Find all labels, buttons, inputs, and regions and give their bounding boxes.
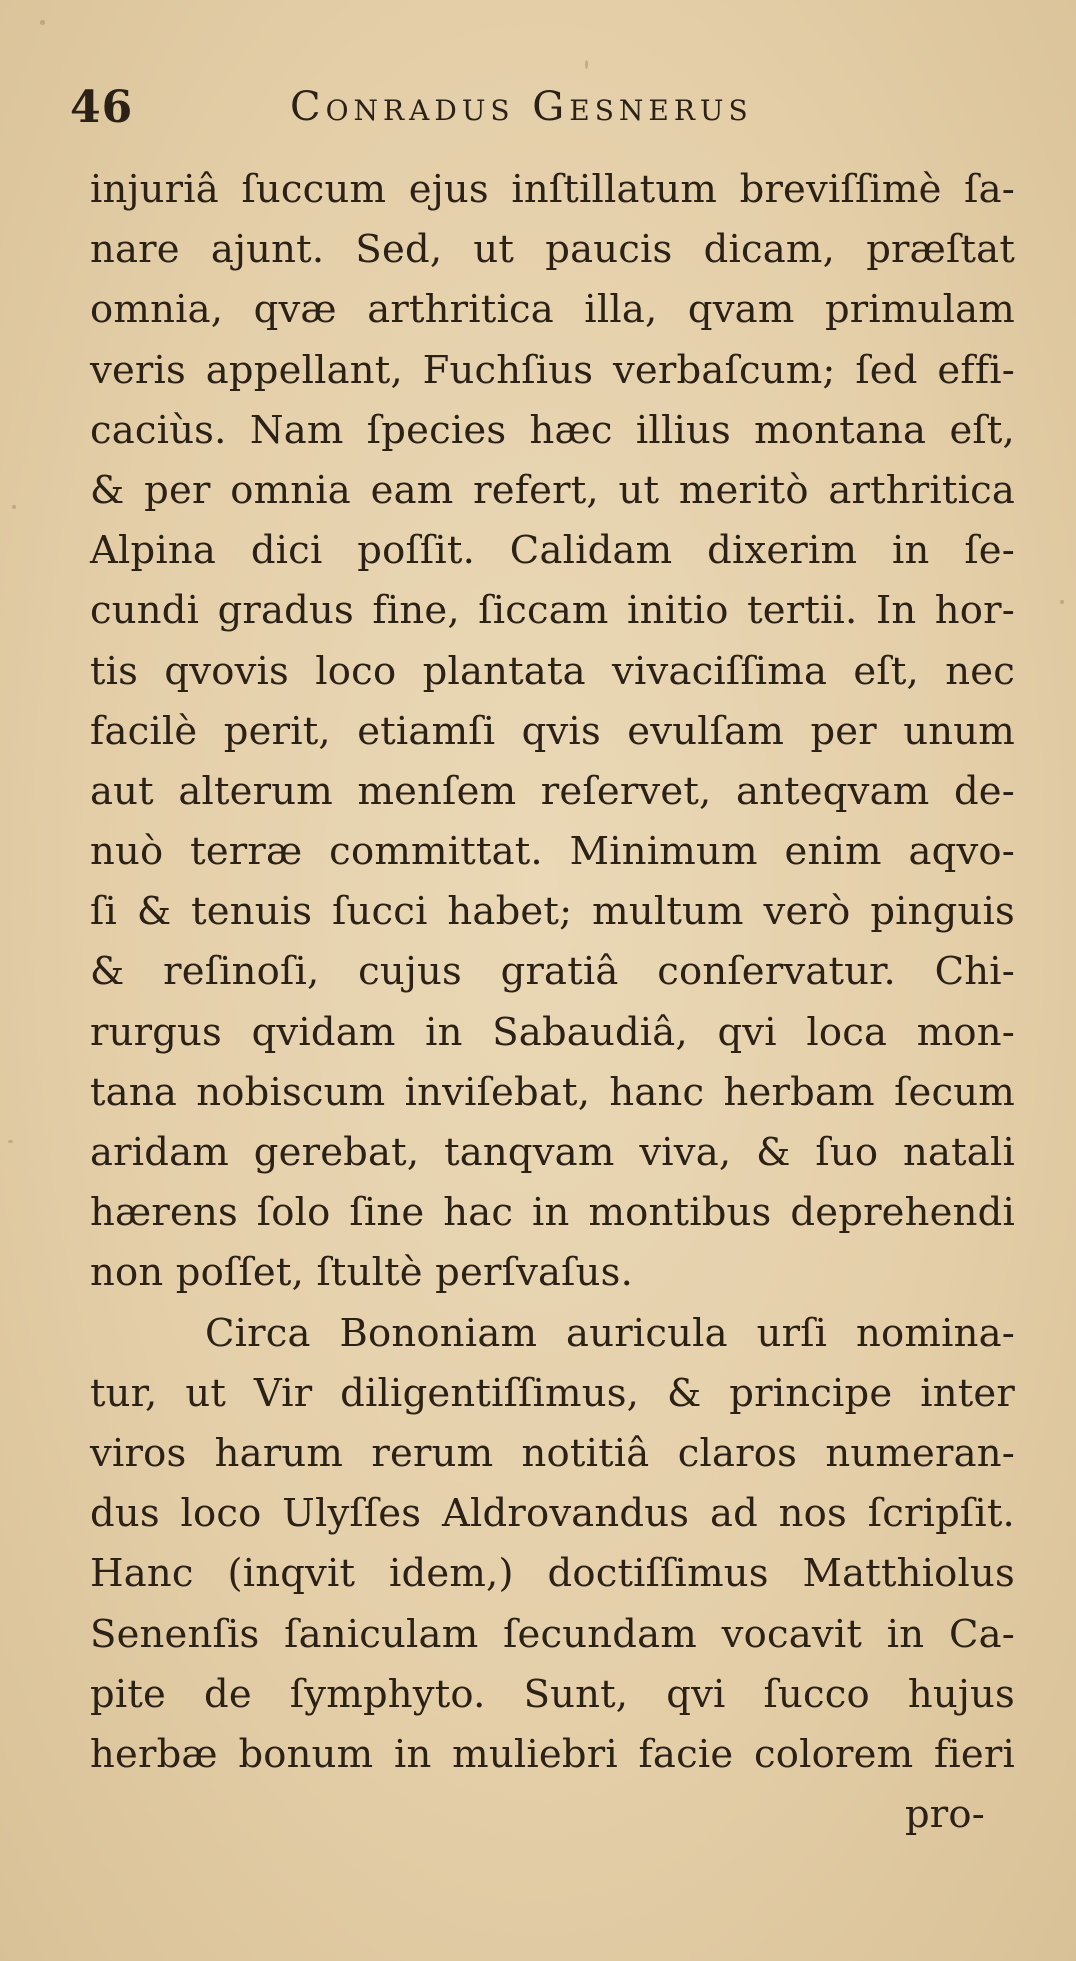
text-line: injuriâ ſuccum ejus inſtillatum breviſſimè ſa-: [90, 167, 1015, 212]
text-line: nuò terræ committat. Minimum enim aqvo-: [90, 829, 1015, 875]
page-header: [70, 82, 850, 142]
paper-speck: [1060, 600, 1064, 604]
text-line: pite de ſymphyto. Sunt, qvi ſucco hujus: [90, 1671, 1015, 1717]
text-line: & per omnia eam refert, ut meritò arthritica: [90, 467, 1015, 513]
text-line: ſi & tenuis ſucci habet; multum verò pinguis: [90, 889, 1015, 935]
text-line: herbæ bonum in muliebri facie colorem fieri: [90, 1731, 1015, 1777]
page-number: 46: [70, 82, 134, 133]
paragraph-2: [90, 1304, 1015, 1786]
running-head: Conradus Gesnerus: [290, 84, 753, 130]
text-line: cundi gradus fine, ſiccam initio tertii. In hor-: [90, 588, 1015, 634]
text-line: tur, ut Vir diligentiſſimus, & principe inter: [90, 1370, 1015, 1416]
paper-speck: [8, 1140, 13, 1143]
text-line: Alpina dici poſſit. Calidam dixerim in ſe-: [90, 528, 1015, 574]
text-line: viros harum rerum notitiâ claros numeran-: [90, 1430, 1015, 1476]
text-line: tis qvovis loco plantata vivaciſſima eſt, nec: [90, 648, 1015, 694]
text-line: veris appellant, Fuchſius verbaſcum; ſed effi-: [90, 347, 1015, 393]
text-line: nare ajunt. Sed, ut paucis dicam, præſtat: [90, 227, 1015, 273]
text-line: hærens ſolo ſine hac in montibus deprehendi: [90, 1190, 1015, 1236]
paper-speck: [585, 60, 588, 69]
text-line: Hanc (inqvit idem,) doctiſſimus Matthiolus: [90, 1551, 1015, 1597]
catchword: pro-: [904, 1792, 985, 1838]
text-line: rurgus qvidam in Sabaudiâ, qvi loca mon-: [90, 1009, 1015, 1055]
text-line: dus loco Ulyſſes Aldrovandus ad nos ſcripſit.: [90, 1491, 1015, 1537]
text-line: facilè perit, etiamſi qvis evulſam per unum: [90, 708, 1015, 754]
text-line: non poſſet, ſtultè perſvaſus.: [90, 1250, 634, 1296]
text-line: Senenſis ſaniculam ſecundam vocavit in Ca-: [90, 1611, 1015, 1657]
paragraph-1: [90, 160, 1015, 1304]
text-line: aridam gerebat, tanqvam viva, & ſuo natali: [90, 1130, 1015, 1175]
paper-speck: [40, 20, 45, 25]
text-line: aut alterum menſem reſervet, anteqvam de-: [90, 768, 1015, 814]
text-line: & reſinoſi, cujus gratiâ conſervatur. Chi-: [90, 949, 1015, 995]
text-line: omnia, qvæ arthritica illa, qvam primulam: [90, 287, 1015, 333]
body-text: [90, 160, 1015, 1845]
paper-speck: [12, 505, 16, 509]
text-line: Circa Bononiam auricula urſi nomina-: [205, 1310, 1015, 1356]
text-line: caciùs. Nam ſpecies hæc illius montana eſt,: [90, 407, 1015, 453]
text-line: tana nobiscum inviſebat, hanc herbam ſecum: [90, 1069, 1015, 1115]
